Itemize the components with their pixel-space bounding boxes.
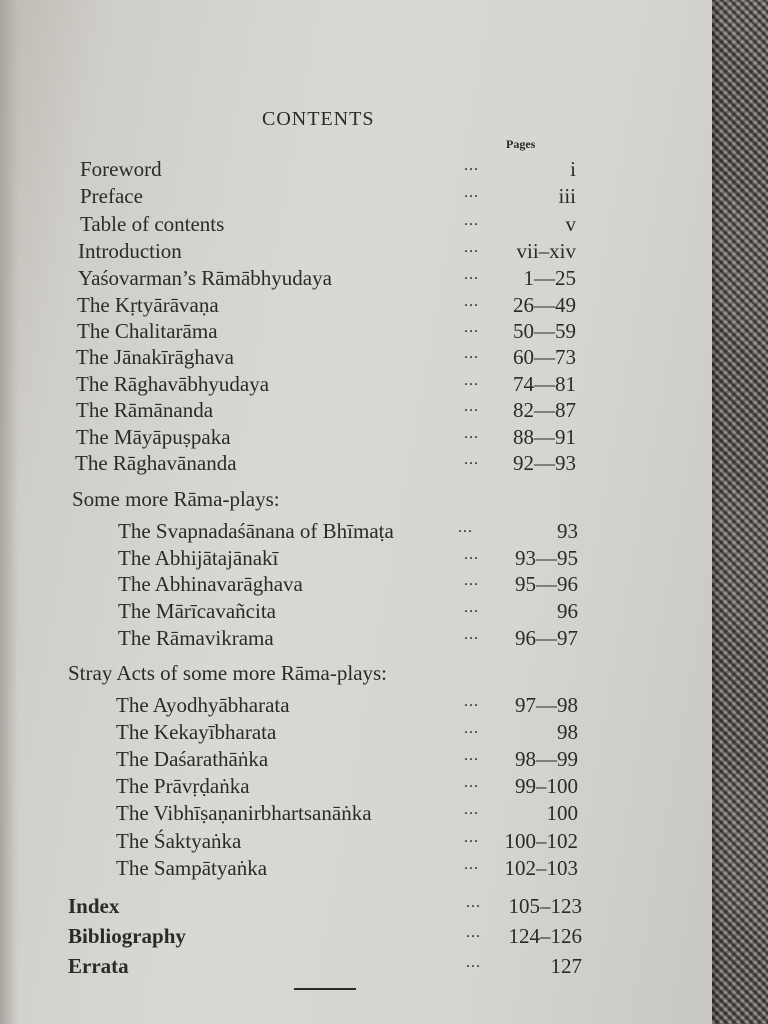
toc-entry — [116, 692, 580, 718]
toc-entry — [116, 855, 580, 881]
toc-leader-dots: ... — [464, 398, 479, 415]
toc-entry-pages: 124–126 — [508, 924, 582, 948]
toc-entry-pages: 88—91 — [513, 425, 576, 449]
toc-entry-title: Yaśovarman’s Rāmābhyudaya — [78, 266, 332, 290]
toc-entry — [75, 450, 575, 476]
closing-rule — [294, 988, 356, 990]
toc-entry-title: The Māyāpuṣpaka — [76, 425, 231, 449]
toc-entry-title: Index — [68, 894, 120, 918]
toc-entry-title: The Chalitarāma — [77, 319, 218, 343]
toc-leader-dots: ... — [464, 572, 479, 589]
toc-entry-title: Errata — [68, 954, 129, 978]
toc-entry-pages: 26—49 — [513, 293, 576, 317]
toc-leader-dots: ... — [464, 266, 479, 283]
toc-entry — [76, 371, 576, 397]
toc-entry-title: The Kṛtyārāvaṇa — [77, 293, 219, 317]
toc-entry — [77, 318, 577, 344]
toc-entry-pages: 100–102 — [504, 829, 578, 853]
toc-entry-pages: 97—98 — [515, 693, 578, 717]
toc-entry-pages: 96 — [557, 599, 578, 623]
toc-entry-title: The Daśarathāṅka — [116, 747, 269, 771]
contents-heading: CONTENTS — [262, 108, 375, 130]
toc-entry — [118, 598, 578, 624]
toc-entry-title: The Śaktyaṅka — [116, 829, 242, 853]
toc-entry-title: The Rāmānanda — [76, 398, 214, 422]
toc-entry — [76, 397, 576, 423]
toc-leader-dots: ... — [464, 319, 479, 336]
toc-entry — [118, 518, 578, 544]
toc-entry-title: Foreword — [80, 157, 162, 181]
toc-leader-dots: ... — [464, 774, 479, 791]
toc-leader-dots: ... — [464, 720, 479, 737]
toc-entry — [116, 746, 580, 772]
toc-entry-title: The Mārīcavañcita — [118, 599, 276, 623]
page-gutter-shadow — [0, 0, 18, 1024]
toc-leader-dots: ... — [466, 894, 481, 911]
toc-entry-pages: iii — [558, 184, 576, 208]
toc-entry-title: Bibliography — [68, 924, 186, 948]
toc-leader-dots: ... — [464, 345, 479, 362]
toc-entry — [80, 211, 580, 237]
toc-entry-title: Introduction — [78, 239, 182, 263]
toc-entry-pages: 92—93 — [513, 451, 576, 475]
toc-leader-dots: ... — [464, 829, 479, 846]
toc-entry — [78, 265, 578, 291]
toc-entry-title: The Rāghavānanda — [75, 451, 237, 475]
toc-entry — [78, 238, 578, 264]
toc-entry-title: The Sampātyaṅka — [116, 856, 268, 880]
toc-entry — [116, 828, 580, 854]
toc-entry — [116, 773, 580, 799]
toc-leader-dots: ... — [464, 626, 479, 643]
toc-entry-title: Table of contents — [80, 212, 225, 236]
toc-entry-pages: v — [565, 212, 576, 236]
toc-leader-dots: ... — [466, 954, 481, 971]
toc-leader-dots: ... — [464, 184, 479, 201]
toc-entry-pages: 98—99 — [515, 747, 578, 771]
toc-entry — [116, 719, 580, 745]
toc-leader-dots: ... — [458, 519, 473, 536]
toc-entry — [76, 424, 576, 450]
toc-entry — [116, 800, 580, 826]
toc-entry — [77, 292, 577, 318]
toc-entry — [68, 923, 584, 949]
section-heading-stray-acts: Stray Acts of some more Rāma-plays: — [68, 661, 388, 685]
section-heading-more-plays: Some more Rāma-plays: — [72, 487, 280, 511]
toc-entry-title: The Abhijātajānakī — [118, 546, 279, 570]
toc-entry-title: Preface — [80, 184, 143, 208]
toc-entry-pages: 95—96 — [515, 572, 578, 596]
toc-entry — [68, 953, 584, 979]
toc-leader-dots: ... — [464, 546, 479, 563]
toc-entry — [118, 625, 578, 651]
toc-entry-title: The Svapnadaśānana of Bhīmaṭa — [118, 519, 394, 543]
toc-leader-dots: ... — [464, 293, 479, 310]
toc-entry — [80, 183, 580, 209]
toc-entry-pages: i — [570, 157, 576, 181]
toc-entry — [68, 893, 584, 919]
toc-entry-title: The Abhinavarāghava — [118, 572, 303, 596]
toc-entry-pages: 74—81 — [513, 372, 576, 396]
toc-leader-dots: ... — [464, 372, 479, 389]
toc-leader-dots: ... — [464, 693, 479, 710]
toc-leader-dots: ... — [466, 924, 481, 941]
pages-column-label: Pages — [506, 137, 536, 151]
toc-entry-title: The Kekayībharata — [116, 720, 277, 744]
toc-leader-dots: ... — [464, 157, 479, 174]
toc-leader-dots: ... — [464, 425, 479, 442]
toc-entry — [118, 545, 578, 571]
toc-entry — [118, 571, 578, 597]
toc-entry-pages: 82—87 — [513, 398, 576, 422]
toc-entry-title: The Jānakīrāghava — [76, 345, 235, 369]
toc-entry-pages: 50—59 — [513, 319, 576, 343]
toc-entry-pages: 60—73 — [513, 345, 576, 369]
toc-entry-title: The Prāvṛḍaṅka — [116, 774, 250, 798]
toc-entry-title: The Ayodhyābharata — [116, 693, 290, 717]
toc-entry-pages: 93 — [557, 519, 578, 543]
toc-leader-dots: ... — [464, 212, 479, 229]
toc-entry-pages: 96—97 — [515, 626, 578, 650]
toc-leader-dots: ... — [464, 856, 479, 873]
toc-entry-pages: vii–xiv — [516, 239, 576, 263]
toc-entry-pages: 105–123 — [508, 894, 582, 918]
toc-leader-dots: ... — [464, 239, 479, 256]
toc-entry-pages: 93—95 — [515, 546, 578, 570]
toc-entry-pages: 1—25 — [523, 266, 576, 290]
toc-entry-pages: 98 — [557, 720, 578, 744]
toc-entry-title: The Rāghavābhyudaya — [76, 372, 270, 396]
toc-leader-dots: ... — [464, 801, 479, 818]
toc-entry-pages: 100 — [546, 801, 578, 825]
toc-entry-title: The Vibhīṣaṇanirbhartsanāṅka — [116, 801, 372, 825]
toc-entry — [76, 344, 576, 370]
toc-entry-pages: 99–100 — [515, 774, 578, 798]
toc-leader-dots: ... — [464, 599, 479, 616]
toc-entry-pages: 127 — [550, 954, 582, 978]
toc-entry-title: The Rāmavikrama — [118, 626, 274, 650]
toc-leader-dots: ... — [464, 747, 479, 764]
toc-entry-pages: 102–103 — [504, 856, 578, 880]
toc-entry — [80, 156, 580, 182]
toc-leader-dots: ... — [464, 451, 479, 468]
